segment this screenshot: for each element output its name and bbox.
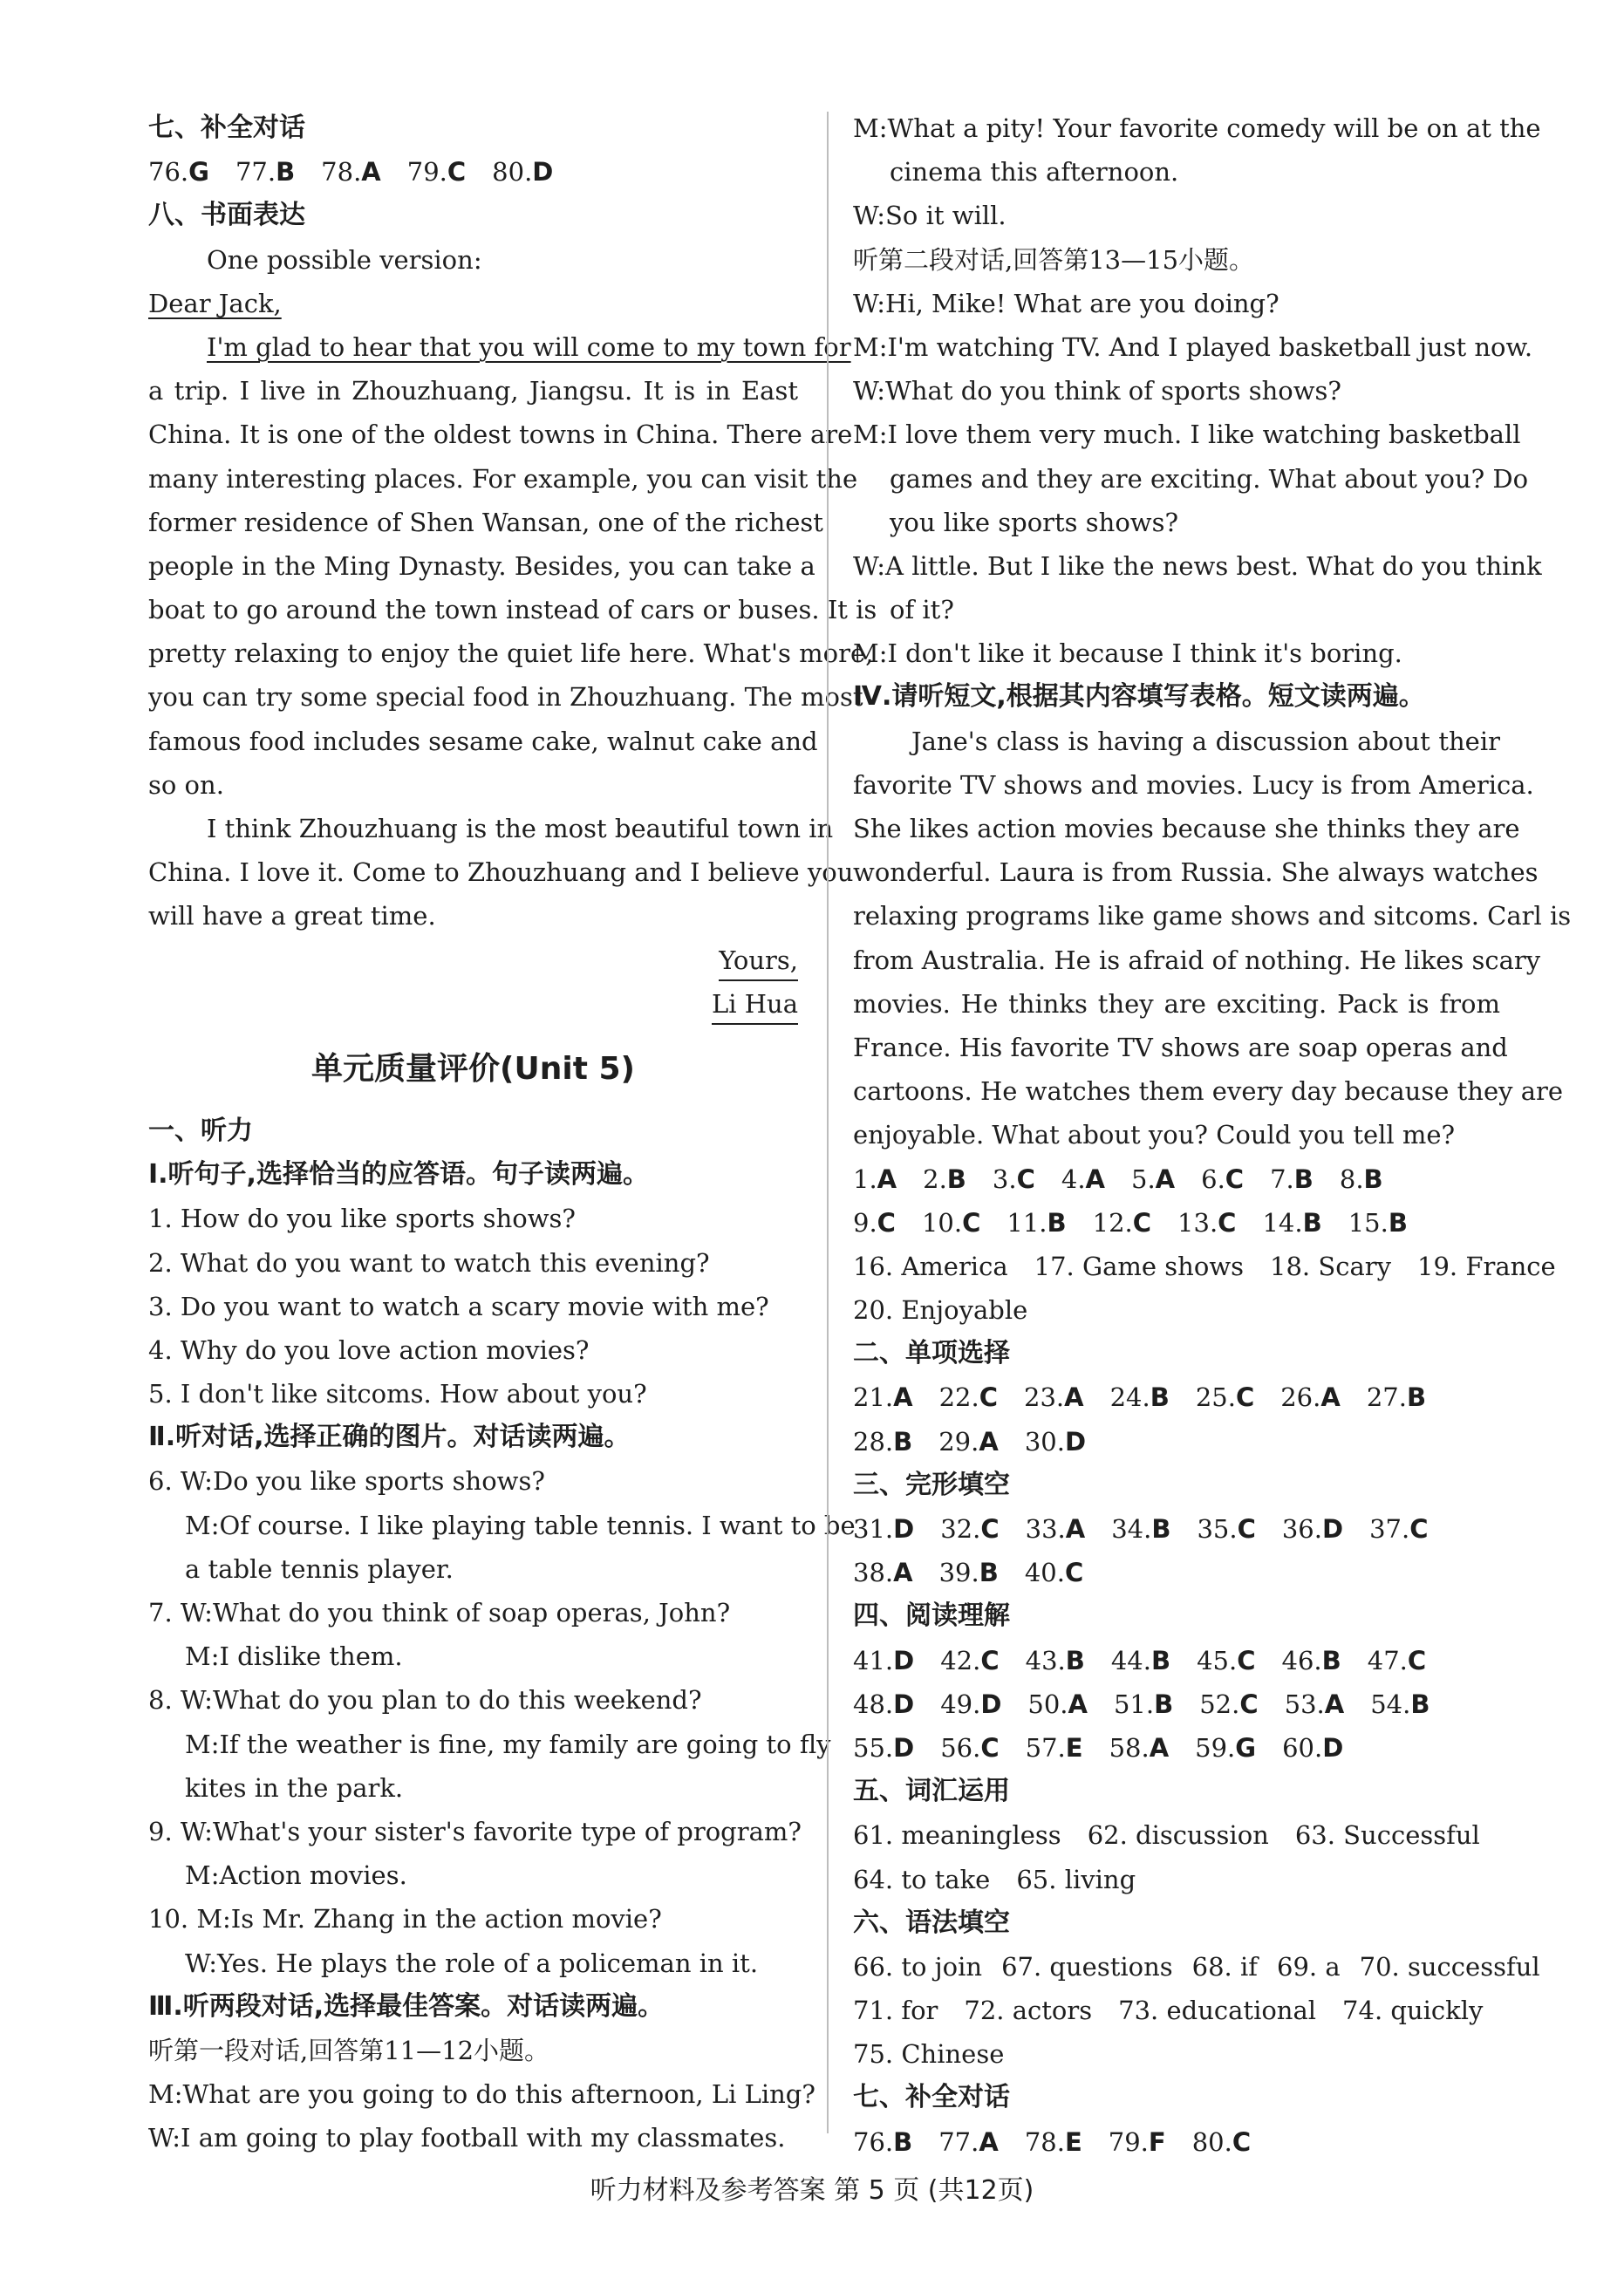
section-heading: 三、完形填空 <box>853 1469 1010 1500</box>
dialogue-line: kites in the park. <box>185 1772 404 1803</box>
answer-item: 64. to take <box>853 1864 991 1894</box>
salutation: Dear Jack, <box>148 288 282 318</box>
answer-item: 45.C <box>1197 1645 1256 1675</box>
answer-item: 10.C <box>921 1207 981 1238</box>
dialogue-line: M:Of course. I like playing table tennis. I want to be <box>185 1510 856 1540</box>
answer-item: 57.E <box>1025 1732 1083 1763</box>
answer-item: 33.A <box>1025 1514 1086 1544</box>
letter-line: so on. <box>148 769 224 800</box>
part-heading: Ⅳ.请听短文,根据其内容填写表格。短文读两遍。 <box>853 681 1425 713</box>
answer-item: 1.A <box>853 1163 897 1194</box>
answer-item: 22.C <box>938 1382 998 1413</box>
part-heading: Ⅰ.听句子,选择恰当的应答语。句子读两遍。 <box>148 1159 649 1191</box>
answer-item: 27.B <box>1366 1382 1427 1413</box>
passage-line: from Australia. He is afraid of nothing. He likes scary <box>853 945 1541 975</box>
answer-item: 11.B <box>1006 1207 1067 1238</box>
answer-item: 71. for <box>853 1996 938 2026</box>
column-divider <box>827 112 829 2133</box>
answer-item: 66. to join <box>853 1951 983 1982</box>
answer-item: 60.D <box>1282 1732 1344 1763</box>
answer-item: 18. Scary <box>1270 1251 1392 1281</box>
section-heading: 八、书面表达 <box>148 200 305 231</box>
answer-item: 80.D <box>492 157 554 188</box>
letter-line: people in the Ming Dynasty. Besides, you can take a <box>148 550 815 581</box>
dialogue-line: M:I don't like it because I think it's boring. <box>853 638 1402 669</box>
answer-item: 58.A <box>1109 1732 1170 1763</box>
version-label: One possible version: <box>207 244 482 275</box>
answer-item: 50.A <box>1027 1689 1088 1719</box>
answer-row: 75. Chinese <box>853 2039 1005 2070</box>
answer-item: 14.B <box>1262 1207 1322 1238</box>
letter-line: many interesting places. For example, you can visit the <box>148 463 858 494</box>
answer-item: 16. America <box>853 1251 1008 1281</box>
answer-item: 28.B <box>853 1426 913 1457</box>
answer-item: 24.B <box>1109 1382 1170 1413</box>
answer-item: 48.D <box>853 1689 915 1719</box>
answer-row <box>853 1420 1500 1464</box>
answer-item: 63. Successful <box>1294 1820 1480 1851</box>
answer-item: 44.B <box>1110 1645 1171 1675</box>
part2-dialogues <box>148 1459 856 1984</box>
dialogue-line: W:Yes. He plays the role of a policeman in it. <box>185 1948 759 1978</box>
answer-row <box>853 1157 1500 1201</box>
answer-item: 59.G <box>1195 1732 1257 1763</box>
dialogue-line: 10. M:Is Mr. Zhang in the action movie? <box>148 1904 662 1935</box>
answer-item: 9.C <box>853 1207 896 1238</box>
section-heading: 四、阅读理解 <box>853 1600 1010 1632</box>
dialogue-line: cinema this afternoon. <box>890 157 1179 188</box>
dialogue-line: 7. W:What do you think of soap operas, John? <box>148 1598 731 1627</box>
answer-item: 32.C <box>940 1514 1000 1544</box>
question-item: 4. Why do you love action movies? <box>148 1334 590 1365</box>
letter-line: China. I love it. Come to Zhouzhuang and I believe you <box>148 857 854 888</box>
letter-line: a trip. I live in Zhouzhuang, Jiangsu. It is in East <box>148 376 798 406</box>
passage-line: Jane's class is having a discussion about their <box>911 726 1500 756</box>
dialogue-line: W:So it will. <box>853 201 1006 231</box>
signature: Li Hua <box>148 982 798 1026</box>
answer-row: 20. Enjoyable <box>853 1295 1028 1326</box>
dialogue-line: a table tennis player. <box>185 1553 454 1584</box>
answer-item: 47.C <box>1367 1645 1427 1675</box>
question-item: 2. What do you want to watch this evening? <box>148 1247 710 1278</box>
dialogue-line: M:I love them very much. I like watching basketball <box>853 420 1521 450</box>
letter-line: I'm glad to hear that you will come to my town for <box>207 331 851 362</box>
answer-item: 70. successful <box>1359 1951 1540 1982</box>
closing: Yours, <box>148 938 798 982</box>
answer-item: 23.A <box>1024 1382 1084 1413</box>
answer-item: 7.B <box>1270 1163 1314 1194</box>
answer-item: 31.D <box>853 1514 915 1544</box>
answer-row <box>853 1813 1500 1857</box>
dialogue-line: M:I'm watching TV. And I played basketball just now. <box>853 331 1533 362</box>
answer-item: 42.C <box>940 1645 1000 1675</box>
answer-item: 2.B <box>923 1163 966 1194</box>
dialogue-line: W:Hi, Mike! What are you doing? <box>853 288 1279 318</box>
answer-row <box>853 2120 1500 2164</box>
answer-item: 41.D <box>853 1645 915 1675</box>
passage <box>853 720 1572 1157</box>
letter-line: boat to go around the town instead of cars or buses. It is <box>148 595 877 625</box>
answer-item: 8.B <box>1339 1163 1383 1194</box>
answer-item: 51.B <box>1113 1689 1174 1719</box>
passage-line: cartoons. He watches them every day because they are <box>853 1076 1564 1107</box>
answer-item: 40.C <box>1024 1558 1084 1588</box>
dialogue-line: W:A little. But I like the news best. What do you think <box>853 550 1542 581</box>
answer-item: 69. a <box>1277 1951 1341 1982</box>
answer-item: 65. living <box>1016 1864 1136 1894</box>
answer-item: 36.D <box>1281 1514 1344 1544</box>
section-heading: 七、补全对话 <box>148 113 305 143</box>
answer-item: 55.D <box>853 1732 915 1763</box>
answer-item: 68. if <box>1191 1951 1259 1982</box>
answer-item: 13.C <box>1177 1207 1237 1238</box>
dialogue-line: M:What a pity! Your favorite comedy will be on at the <box>853 113 1541 143</box>
answer-item: 26.A <box>1280 1382 1341 1413</box>
dialogue-line: you like sports shows? <box>890 507 1179 537</box>
answer-item: 76.B <box>853 2126 913 2157</box>
section-heading: 二、单项选择 <box>853 1338 1010 1369</box>
answer-item: 78.E <box>1024 2126 1082 2157</box>
answer-item: 30.D <box>1024 1426 1087 1457</box>
dialogue-line: M:I dislike them. <box>185 1641 403 1672</box>
answer-row <box>853 1245 1556 1288</box>
letter-line: you can try some special food in Zhouzhuang. The most <box>148 682 863 713</box>
answer-item: 34.B <box>1111 1514 1171 1544</box>
answer-row <box>853 1375 1500 1419</box>
question-item: 1. How do you like sports shows? <box>148 1204 576 1234</box>
answer-row <box>853 1989 1500 2032</box>
answer-item: 38.A <box>853 1558 913 1588</box>
letter-body <box>148 325 877 807</box>
question-item: 5. I don't like sitcoms. How about you? <box>148 1379 647 1409</box>
answer-item: 46.B <box>1281 1645 1341 1675</box>
answer-item: 67. questions <box>1001 1951 1173 1982</box>
answer-row <box>853 1682 1500 1726</box>
answer-item: 37.C <box>1369 1514 1429 1544</box>
answer-item: 53.A <box>1284 1689 1345 1719</box>
dialogue-line: games and they are exciting. What about you? Do <box>890 463 1529 494</box>
section-heading: 七、补全对话 <box>853 2082 1010 2113</box>
answer-item: 62. discussion <box>1087 1820 1269 1851</box>
answer-row <box>853 1945 1540 1989</box>
answer-item: 25.C <box>1195 1382 1255 1413</box>
answer-item: 77.B <box>235 157 296 188</box>
answer-item: 73. educational <box>1118 1996 1317 2026</box>
answer-item: 3.C <box>992 1163 1035 1194</box>
answer-item: 6.C <box>1201 1163 1245 1194</box>
dialogue-intro: 听第一段对话,回答第11—12小题。 <box>148 2035 550 2065</box>
answer-item: 61. meaningless <box>853 1820 1061 1851</box>
answer-row <box>148 150 798 194</box>
section-heading: 五、词汇运用 <box>853 1776 1010 1807</box>
answer-item: 21.A <box>853 1382 913 1413</box>
answer-item: 77.A <box>938 2126 999 2157</box>
part-heading: Ⅱ.听对话,选择正确的图片。对话读两遍。 <box>148 1422 631 1453</box>
answer-item: 39.B <box>938 1558 999 1588</box>
dialogue-line: 8. W:What do you plan to do this weekend? <box>148 1685 702 1716</box>
part-heading: Ⅲ.听两段对话,选择最佳答案。对话读两遍。 <box>148 1990 665 2022</box>
answer-item: 56.C <box>940 1732 1000 1763</box>
letter-body <box>148 807 854 938</box>
passage-line: enjoyable. What about you? Could you tell me? <box>853 1120 1456 1150</box>
answer-item: 29.A <box>938 1426 999 1457</box>
answer-item: 79.C <box>406 157 467 188</box>
dialogue-line: M:Action movies. <box>185 1860 407 1891</box>
unit-title: 单元质量评价(Unit 5) <box>311 1050 635 1087</box>
answer-item: 5.A <box>1131 1163 1176 1194</box>
passage-line: movies. He thinks they are exciting. Pack is from <box>853 988 1500 1019</box>
question-item: 3. Do you want to watch a scary movie with me? <box>148 1291 769 1321</box>
answer-row <box>853 1858 1500 1901</box>
answer-row <box>853 1726 1500 1770</box>
passage-line: relaxing programs like game shows and sitcoms. Carl is <box>853 901 1572 931</box>
answer-item: 12.C <box>1092 1207 1152 1238</box>
answer-item: 43.B <box>1025 1645 1085 1675</box>
answer-item: 54.B <box>1370 1689 1430 1719</box>
passage-line: France. His favorite TV shows are soap operas and <box>853 1032 1508 1062</box>
section-heading: 一、听力 <box>148 1115 253 1146</box>
letter-line: former residence of Shen Wansan, one of the richest <box>148 507 823 537</box>
answer-item: 35.C <box>1197 1514 1256 1544</box>
dialogue-line: of it? <box>890 595 954 625</box>
answer-item: 17. Game shows <box>1034 1251 1245 1281</box>
answer-item: 79.F <box>1108 2126 1166 2157</box>
letter-line: will have a great time. <box>148 901 436 931</box>
section-heading: 六、语法填空 <box>853 1907 1010 1938</box>
answer-item: 49.D <box>940 1689 1002 1719</box>
part1-list <box>148 1197 798 1416</box>
dialogue-line: 6. W:Do you like sports shows? <box>148 1466 545 1497</box>
dialogue-intro: 听第二段对话,回答第13—15小题。 <box>853 244 1255 275</box>
dialogue-line: W:What do you think of sports shows? <box>853 376 1341 406</box>
passage-line: favorite TV shows and movies. Lucy is from America. <box>853 769 1534 800</box>
answer-item: 52.C <box>1199 1689 1259 1719</box>
answer-row <box>853 1551 1500 1594</box>
answer-row <box>853 1507 1500 1551</box>
part3-dialogue <box>148 2072 815 2160</box>
answer-item: 80.C <box>1191 2126 1252 2157</box>
dialogue-line: W:I am going to play football with my classmates. <box>148 2123 786 2153</box>
answer-item: 78.A <box>321 157 381 188</box>
right-column <box>853 106 1572 2164</box>
dialogue-line: M:What are you going to do this afternoon, Li Ling? <box>148 2079 815 2110</box>
letter-line: famous food includes sesame cake, walnut cake and <box>148 726 818 756</box>
answer-item: 74. quickly <box>1342 1996 1484 2026</box>
dialogue-line: 9. W:What's your sister's favorite type of program? <box>148 1816 802 1846</box>
letter-line: I think Zhouzhuang is the most beautiful town in <box>207 814 834 843</box>
passage-line: wonderful. Laura is from Russia. She always watches <box>853 857 1539 888</box>
letter-line: pretty relaxing to enjoy the quiet life here. What's more, <box>148 638 874 669</box>
answer-item: 76.G <box>148 157 209 188</box>
answer-row <box>853 1201 1500 1245</box>
dialogue-continued <box>853 106 1541 238</box>
dialogue-line: M:If the weather is fine, my family are going to fly <box>185 1729 831 1759</box>
answer-item: 19. France <box>1417 1251 1556 1281</box>
answer-item: 15.B <box>1348 1207 1408 1238</box>
letter-line: China. It is one of the oldest towns in China. There are <box>148 420 853 450</box>
dialogue-2 <box>853 282 1542 676</box>
page-footer: 听力材料及参考答案 第 5 页 (共12页) <box>590 2175 1034 2206</box>
answer-item: 72. actors <box>964 1996 1093 2026</box>
passage-line: She likes action movies because she thinks they are <box>853 814 1520 843</box>
answer-item: 4.A <box>1061 1163 1105 1194</box>
answer-row <box>853 1639 1500 1682</box>
